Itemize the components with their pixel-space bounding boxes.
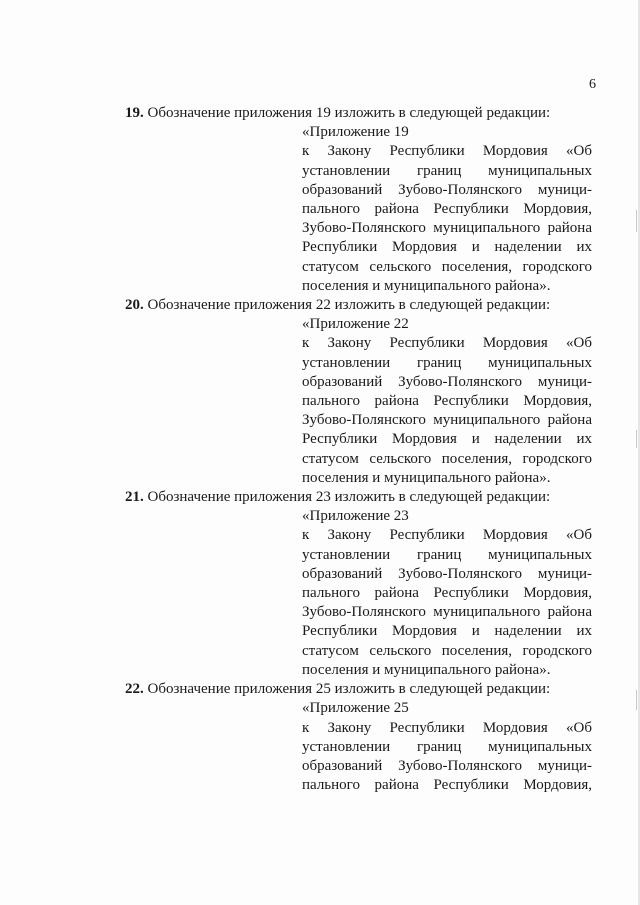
document-body <box>0 104 640 795</box>
amendment-heading-text: Обозначение приложения 25 изложить в следующей редакции: <box>143 681 551 698</box>
appendix-title: «Приложение 19 <box>302 124 409 141</box>
appendix-line: к Закону Республики Мордовия «Об <box>302 527 592 544</box>
appendix-line: поселения и муниципального района». <box>302 661 551 678</box>
appendix-line: статусом сельского поселения, городского <box>302 258 592 275</box>
amendment-heading-text: Обозначение приложения 22 изложить в следующей редакции: <box>143 297 551 314</box>
appendix-title: «Приложение 23 <box>302 508 409 525</box>
appendix-line: установлении границ муниципальных <box>302 738 592 755</box>
appendix-line: пального района Республики Мордовия, <box>302 201 592 218</box>
appendix-title: «Приложение 22 <box>302 316 409 333</box>
appendix-title: «Приложение 25 <box>302 700 409 717</box>
appendix-line: образований Зубово-Полянского муници- <box>302 565 592 582</box>
amendment-item <box>0 488 640 680</box>
amendment-item <box>0 296 640 488</box>
appendix-line: к Закону Республики Мордовия «Об <box>302 335 592 352</box>
appendix-line: Зубово-Полянского муниципального района <box>302 412 592 429</box>
appendix-line: Республики Мордовия и наделении их <box>302 623 592 640</box>
appendix-line: образований Зубово-Полянского муници- <box>302 181 592 198</box>
appendix-line: пального района Республики Мордовия, <box>302 777 592 794</box>
appendix-designation <box>302 699 592 795</box>
amendment-heading <box>125 104 640 123</box>
amendment-number: 20. <box>125 297 144 314</box>
appendix-designation <box>302 315 592 488</box>
appendix-designation <box>302 507 592 680</box>
amendment-heading <box>125 680 640 699</box>
appendix-line: к Закону Республики Мордовия «Об <box>302 719 592 736</box>
amendment-heading-text: Обозначение приложения 19 изложить в следующей редакции: <box>143 105 551 121</box>
appendix-line: пального района Республики Мордовия, <box>302 393 592 410</box>
appendix-line: к Закону Республики Мордовия «Об <box>302 143 592 160</box>
amendment-item <box>0 680 640 795</box>
appendix-line: образований Зубово-Полянского муници- <box>302 757 592 774</box>
appendix-line: установлении границ муниципальных <box>302 354 592 371</box>
amendment-heading-text: Обозначение приложения 23 изложить в следующей редакции: <box>143 489 551 506</box>
appendix-line: установлении границ муниципальных <box>302 162 592 179</box>
appendix-line: Зубово-Полянского муниципального района <box>302 220 592 237</box>
amendment-number: 21. <box>125 489 144 506</box>
amendment-heading <box>125 488 640 507</box>
appendix-line: Республики Мордовия и наделении их <box>302 239 592 256</box>
appendix-line: Зубово-Полянского муниципального района <box>302 604 592 621</box>
appendix-line: статусом сельского поселения, городского <box>302 450 592 467</box>
appendix-line: пального района Республики Мордовия, <box>302 585 592 602</box>
appendix-line: установлении границ муниципальных <box>302 546 592 563</box>
appendix-line: образований Зубово-Полянского муници- <box>302 373 592 390</box>
appendix-line: Республики Мордовия и наделении их <box>302 431 592 448</box>
appendix-line: поселения и муниципального района». <box>302 469 551 486</box>
amendment-number: 19. <box>125 105 144 121</box>
amendment-number: 22. <box>125 681 144 698</box>
appendix-designation <box>302 123 592 296</box>
page-number: 6 <box>589 77 596 92</box>
amendment-heading <box>125 296 640 315</box>
appendix-line: поселения и муниципального района». <box>302 277 551 294</box>
amendment-item <box>0 104 640 296</box>
appendix-line: статусом сельского поселения, городского <box>302 642 592 659</box>
